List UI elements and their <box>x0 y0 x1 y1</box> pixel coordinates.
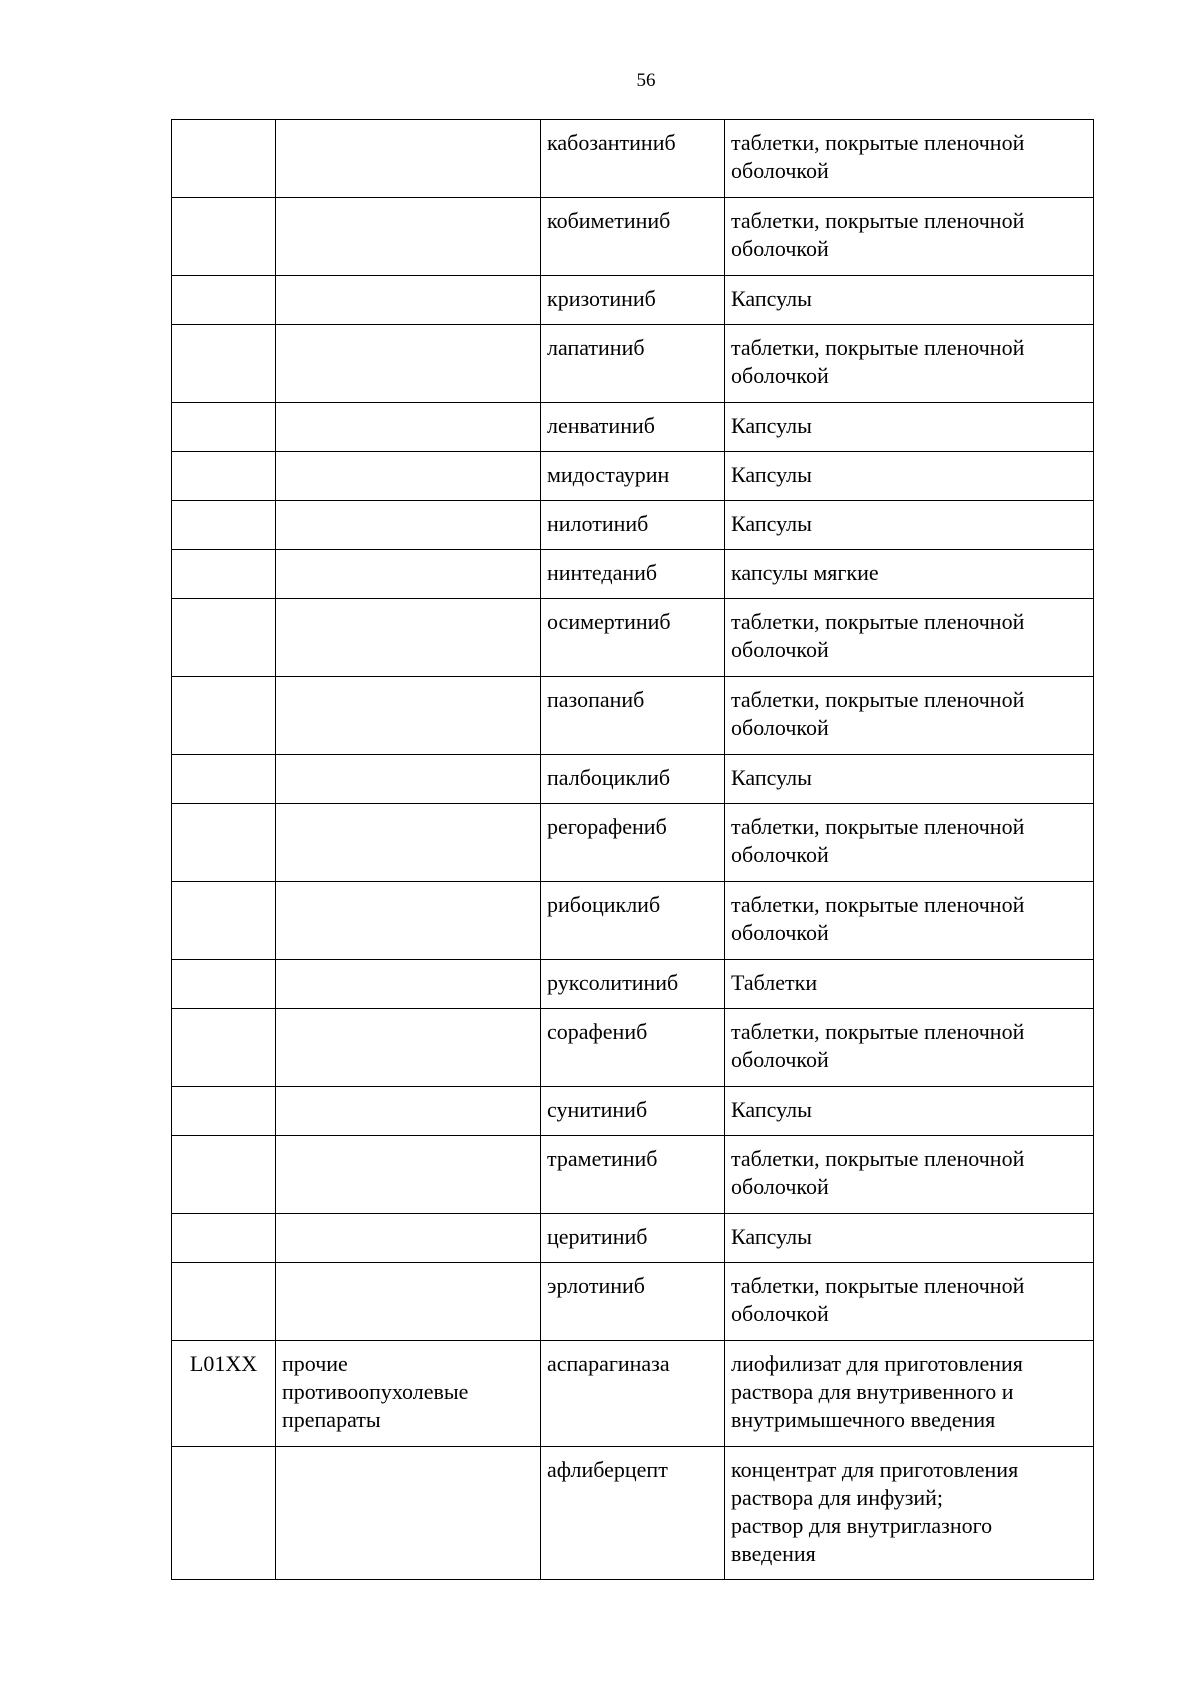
dosage-form-cell <box>725 1087 1094 1136</box>
dosage-form-cell <box>725 882 1094 960</box>
dosage-form-line: внутримышечного введения <box>731 1407 996 1432</box>
dosage-form-line: Капсулы <box>731 413 812 438</box>
table-row <box>172 677 1094 755</box>
group-cell <box>276 755 541 804</box>
dosage-form-cell <box>725 960 1094 1009</box>
atc-code-cell <box>172 960 276 1009</box>
dosage-form-line: оболочкой <box>731 1174 829 1199</box>
dosage-form-line: таблетки, покрытые пленочной <box>731 814 1025 839</box>
dosage-form-line: оболочкой <box>731 842 829 867</box>
dosage-form-line: лиофилизат для приготовления <box>731 1351 1023 1376</box>
table-row <box>172 1214 1094 1263</box>
drug-name-cell: регорафениб <box>541 804 725 882</box>
dosage-form-cell <box>725 276 1094 325</box>
group-cell <box>276 501 541 550</box>
drug-name-cell: ленватиниб <box>541 403 725 452</box>
table-row <box>172 1136 1094 1214</box>
table-row <box>172 501 1094 550</box>
dosage-form-line: таблетки, покрытые пленочной <box>731 1273 1025 1298</box>
dosage-form-line: оболочкой <box>731 1301 829 1326</box>
group-cell <box>276 960 541 1009</box>
table-row <box>172 120 1094 198</box>
dosage-form-line: таблетки, покрытые пленочной <box>731 1019 1025 1044</box>
dosage-form-line: таблетки, покрытые пленочной <box>731 892 1025 917</box>
dosage-form-line: таблетки, покрытые пленочной <box>731 130 1025 155</box>
dosage-form-cell <box>725 599 1094 677</box>
group-cell <box>276 1214 541 1263</box>
table-row <box>172 198 1094 276</box>
drug-name-cell: кабозантиниб <box>541 120 725 198</box>
dosage-form-cell <box>725 804 1094 882</box>
group-cell <box>276 1136 541 1214</box>
dosage-form-line: концентрат для приготовления <box>731 1457 1019 1482</box>
dosage-form-cell <box>725 325 1094 403</box>
group-cell <box>276 403 541 452</box>
atc-code-cell <box>172 804 276 882</box>
group-cell <box>276 550 541 599</box>
dosage-form-line: капсулы мягкие <box>731 560 879 585</box>
atc-code-cell <box>172 599 276 677</box>
page-number: 56 <box>636 70 656 91</box>
atc-code-cell <box>172 1214 276 1263</box>
drug-name-cell: эрлотиниб <box>541 1263 725 1341</box>
drug-name-cell: руксолитиниб <box>541 960 725 1009</box>
table-row <box>172 960 1094 1009</box>
dosage-form-cell <box>725 403 1094 452</box>
group-cell <box>276 198 541 276</box>
dosage-form-line: оболочкой <box>731 1047 829 1072</box>
drug-table <box>171 119 1094 1580</box>
dosage-form-line: оболочкой <box>731 236 829 261</box>
table-row <box>172 403 1094 452</box>
dosage-form-line: оболочкой <box>731 920 829 945</box>
dosage-form-cell <box>725 452 1094 501</box>
group-cell <box>276 1447 541 1580</box>
group-cell <box>276 276 541 325</box>
table-row <box>172 452 1094 501</box>
drug-name-cell: траметиниб <box>541 1136 725 1214</box>
group-cell <box>276 677 541 755</box>
drug-name-cell: афлиберцепт <box>541 1447 725 1580</box>
dosage-form-line: раствора для инфузий; <box>731 1485 944 1510</box>
drug-name-cell: мидостаурин <box>541 452 725 501</box>
dosage-form-line: оболочкой <box>731 158 829 183</box>
dosage-form-cell <box>725 1263 1094 1341</box>
table-row <box>172 276 1094 325</box>
dosage-form-line: Капсулы <box>731 1224 812 1249</box>
dosage-form-line: Капсулы <box>731 286 812 311</box>
dosage-form-line: раствор для внутриглазного <box>731 1513 993 1538</box>
drug-name-cell: осимертиниб <box>541 599 725 677</box>
drug-name-cell: кризотиниб <box>541 276 725 325</box>
dosage-form-line: раствора для внутривенного и <box>731 1379 1014 1404</box>
group-line: прочие <box>282 1351 348 1376</box>
table-row <box>172 325 1094 403</box>
dosage-form-cell <box>725 1214 1094 1263</box>
drug-name-cell: пазопаниб <box>541 677 725 755</box>
atc-code-cell <box>172 677 276 755</box>
group-cell <box>276 1263 541 1341</box>
dosage-form-cell <box>725 198 1094 276</box>
drug-name-cell: нинтеданиб <box>541 550 725 599</box>
dosage-form-line: таблетки, покрытые пленочной <box>731 208 1025 233</box>
atc-code-cell <box>172 1009 276 1087</box>
dosage-form-line: таблетки, покрытые пленочной <box>731 335 1025 360</box>
atc-code-cell <box>172 198 276 276</box>
atc-code-cell <box>172 501 276 550</box>
table-row <box>172 1341 1094 1447</box>
drug-name-cell: кобиметиниб <box>541 198 725 276</box>
atc-code-cell <box>172 325 276 403</box>
dosage-form-cell <box>725 1009 1094 1087</box>
drug-name-cell: рибоциклиб <box>541 882 725 960</box>
table-row <box>172 755 1094 804</box>
dosage-form-line: Капсулы <box>731 511 812 536</box>
dosage-form-line: Капсулы <box>731 1097 812 1122</box>
group-cell <box>276 882 541 960</box>
table-row <box>172 882 1094 960</box>
atc-code-cell <box>172 882 276 960</box>
dosage-form-line: Капсулы <box>731 765 812 790</box>
dosage-form-cell <box>725 1341 1094 1447</box>
dosage-form-line: Таблетки <box>731 970 818 995</box>
drug-name-cell: палбоциклиб <box>541 755 725 804</box>
table-row <box>172 804 1094 882</box>
dosage-form-line: введения <box>731 1541 816 1566</box>
dosage-form-line: оболочкой <box>731 363 829 388</box>
table-row <box>172 599 1094 677</box>
group-cell <box>276 1341 541 1447</box>
dosage-form-cell <box>725 550 1094 599</box>
table-row <box>172 1087 1094 1136</box>
group-cell <box>276 1087 541 1136</box>
atc-code-cell <box>172 120 276 198</box>
atc-code-cell <box>172 452 276 501</box>
dosage-form-line: Капсулы <box>731 462 812 487</box>
table-row <box>172 1263 1094 1341</box>
dosage-form-cell <box>725 677 1094 755</box>
drug-name-cell: сорафениб <box>541 1009 725 1087</box>
atc-code-cell <box>172 1447 276 1580</box>
dosage-form-cell <box>725 1447 1094 1580</box>
atc-code-cell <box>172 1136 276 1214</box>
dosage-form-cell <box>725 120 1094 198</box>
atc-code-cell <box>172 755 276 804</box>
dosage-form-line: таблетки, покрытые пленочной <box>731 1146 1025 1171</box>
atc-code-cell <box>172 550 276 599</box>
drug-name-cell: сунитиниб <box>541 1087 725 1136</box>
group-cell <box>276 1009 541 1087</box>
atc-code-cell <box>172 1087 276 1136</box>
drug-name-cell: нилотиниб <box>541 501 725 550</box>
drug-name-cell: аспарагиназа <box>541 1341 725 1447</box>
group-cell <box>276 325 541 403</box>
atc-code-cell <box>172 276 276 325</box>
dosage-form-cell <box>725 1136 1094 1214</box>
table-body <box>172 120 1094 1580</box>
dosage-form-cell <box>725 501 1094 550</box>
group-cell <box>276 599 541 677</box>
group-cell <box>276 804 541 882</box>
table-row <box>172 1009 1094 1087</box>
group-cell <box>276 452 541 501</box>
atc-code-cell: L01XX <box>172 1341 276 1447</box>
table-row <box>172 550 1094 599</box>
drug-name-cell: церитиниб <box>541 1214 725 1263</box>
drug-name-cell: лапатиниб <box>541 325 725 403</box>
group-line: препараты <box>282 1407 381 1432</box>
atc-code-cell <box>172 403 276 452</box>
dosage-form-line: таблетки, покрытые пленочной <box>731 609 1025 634</box>
dosage-form-cell <box>725 755 1094 804</box>
dosage-form-line: оболочкой <box>731 637 829 662</box>
atc-code-cell <box>172 1263 276 1341</box>
table-row <box>172 1447 1094 1580</box>
group-cell <box>276 120 541 198</box>
dosage-form-line: таблетки, покрытые пленочной <box>731 687 1025 712</box>
dosage-form-line: оболочкой <box>731 715 829 740</box>
group-line: противоопухолевые <box>282 1379 469 1404</box>
